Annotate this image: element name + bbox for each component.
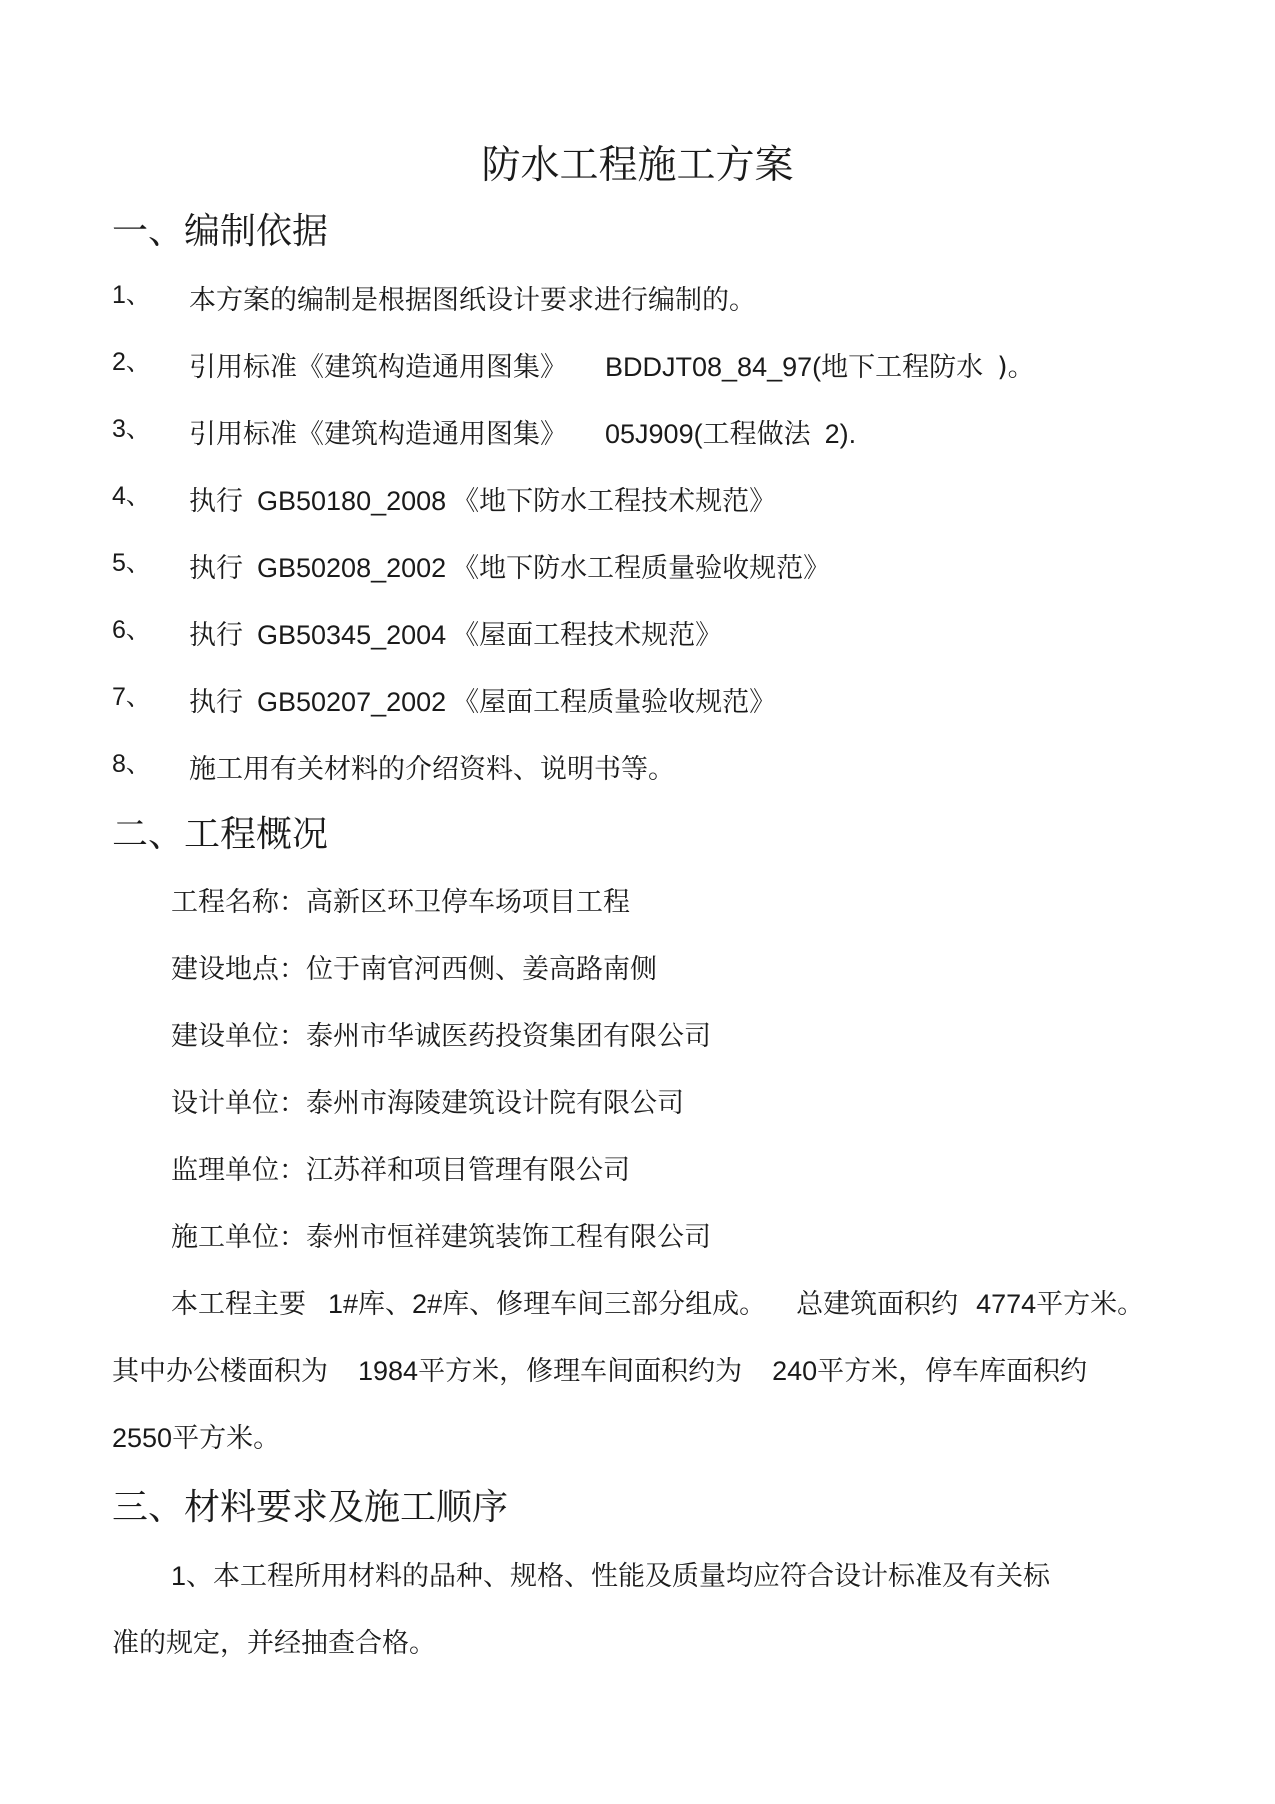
list-item-text: 引用标准《建筑构造通用图集》 05J909(工程做法 2). [189, 419, 857, 450]
project-designer: 设计单位：泰州市海陵建筑设计院有限公司 [171, 1088, 684, 1119]
section-heading-overview: 二、工程概况 [112, 814, 329, 855]
project-contractor: 施工单位：泰州市恒祥建筑装饰工程有限公司 [171, 1222, 711, 1253]
summary-line: 2550平方米。 [112, 1423, 281, 1454]
project-location: 建设地点：位于南官河西侧、姜高路南侧 [171, 954, 657, 985]
materials-line: 准的规定，并经抽查合格。 [112, 1628, 436, 1659]
list-item-number: 6、 [112, 616, 151, 644]
list-item-number: 8、 [112, 750, 151, 778]
list-item-number: 7、 [112, 683, 151, 711]
list-item-number: 2、 [112, 348, 151, 376]
list-item-number: 5、 [112, 549, 151, 577]
list-item-number: 4、 [112, 482, 151, 510]
list-item-text: 本方案的编制是根据图纸设计要求进行编制的。 [189, 285, 756, 316]
list-item-text: 执行 GB50345_2004 《屋面工程技术规范》 [189, 620, 723, 651]
summary-line: 本工程主要 1#库、2#库、修理车间三部分组成。 总建筑面积约 4774平方米。 [171, 1289, 1145, 1320]
project-owner: 建设单位：泰州市华诚医药投资集团有限公司 [171, 1021, 711, 1052]
list-item-text: 执行 GB50208_2002 《地下防水工程质量验收规范》 [189, 553, 831, 584]
document-title: 防水工程施工方案 [481, 143, 794, 188]
section-heading-basis: 一、编制依据 [112, 211, 329, 252]
summary-line: 其中办公楼面积为 1984平方米，修理车间面积约为 240平方米，停车库面积约 [112, 1356, 1088, 1387]
materials-line: 1、本工程所用材料的品种、规格、性能及质量均应符合设计标准及有关标 [171, 1561, 1051, 1592]
list-item-text: 执行 GB50180_2008 《地下防水工程技术规范》 [189, 486, 777, 517]
list-item-number: 3、 [112, 415, 151, 443]
section-heading-materials: 三、材料要求及施工顺序 [112, 1487, 509, 1528]
list-item-text: 引用标准《建筑构造通用图集》 BDDJT08_84_97(地下工程防水 )。 [189, 352, 1035, 383]
project-name: 工程名称：高新区环卫停车场项目工程 [171, 887, 630, 918]
list-item-text: 施工用有关材料的介绍资料、说明书等。 [189, 754, 675, 785]
list-item-text: 执行 GB50207_2002 《屋面工程质量验收规范》 [189, 687, 777, 718]
project-supervisor: 监理单位：江苏祥和项目管理有限公司 [171, 1155, 630, 1186]
list-item-number: 1、 [112, 281, 151, 309]
